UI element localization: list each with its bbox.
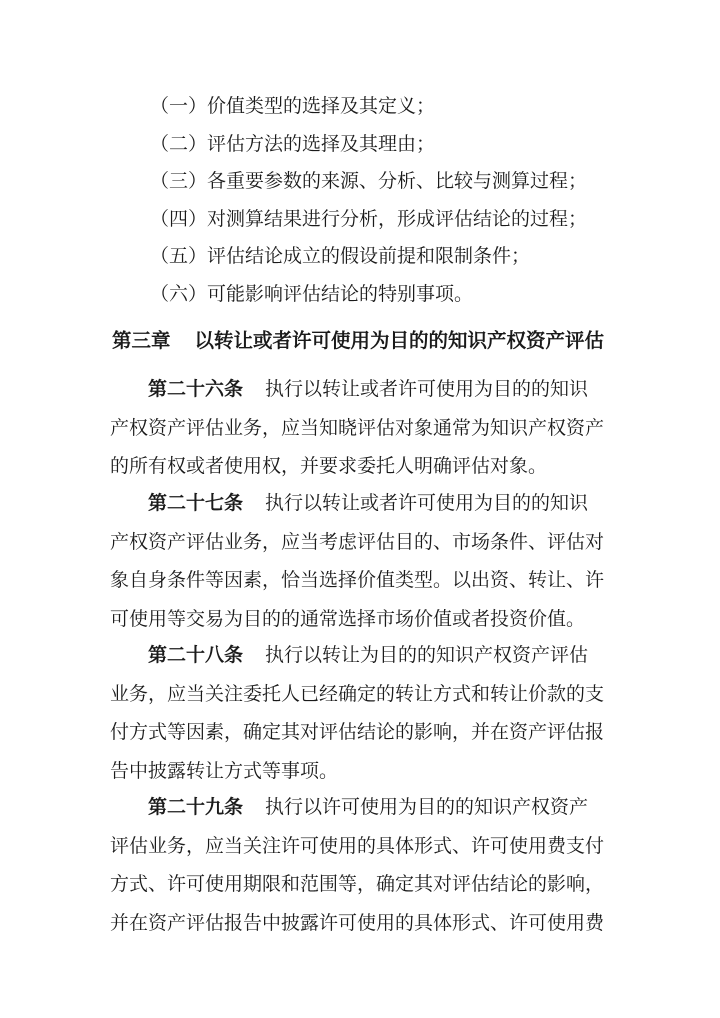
- article-line: 第二十八条 执行以转让为目的的知识产权资产评估: [148, 644, 589, 666]
- article-line: 可使用等交易为目的的通常选择市场价值或者投资价值。: [110, 607, 586, 630]
- list: [150, 88, 587, 313]
- article-line: 方式、许可使用期限和范围等，确定其对评估结论的影响，: [110, 873, 605, 895]
- article-27: [110, 484, 620, 638]
- article-line: 并在资产评估报告中披露许可使用的具体形式、许可使用费: [110, 911, 605, 934]
- chapter-number: 第三章: [112, 329, 171, 352]
- list-item: （四）对测算结果进行分析，形成评估结论的过程；: [150, 207, 588, 230]
- list-item: （六）可能影响评估结论的特别事项。: [150, 282, 474, 305]
- article-line: 告中披露转让方式等事项。: [110, 759, 339, 782]
- article-line: 象自身条件等因素，恰当选择价值类型。以出资、转让、许: [110, 569, 605, 591]
- list-item: （一）价值类型的选择及其定义；: [150, 95, 436, 117]
- article-number: 第二十九条: [148, 796, 244, 818]
- article-line: 业务，应当关注委托人已经确定的转让方式和转让价款的支: [110, 682, 605, 705]
- list-item: （二）评估方法的选择及其理由；: [150, 132, 436, 155]
- article-line: 产权资产评估业务，应当考虑评估目的、市场条件、评估对: [110, 530, 605, 553]
- article-line: 付方式等因素，确定其对评估结论的影响，并在资产评估报: [110, 721, 605, 743]
- article-number: 第二十六条: [148, 378, 244, 400]
- article-line: 第二十六条 执行以转让或者许可使用为目的的知识: [148, 378, 589, 400]
- article-28: [110, 636, 620, 790]
- article-line: 的所有权或者使用权，并要求委托人明确评估对象。: [110, 455, 548, 477]
- article-26: [110, 370, 620, 486]
- list-item: （五）评估结论成立的假设前提和限制条件；: [150, 245, 531, 267]
- article-line: 第二十七条 执行以转让或者许可使用为目的的知识: [148, 492, 589, 514]
- article-line: 第二十九条 执行以许可使用为目的的知识产权资产: [148, 796, 589, 818]
- chapter-heading: [112, 323, 604, 359]
- article-number: 第二十七条: [148, 492, 244, 514]
- article-29: [110, 788, 620, 942]
- article-line: 评估业务，应当关注许可使用的具体形式、许可使用费支付: [110, 834, 605, 857]
- chapter-title: 以转让或者许可使用为目的的知识产权资产评估: [194, 329, 605, 352]
- article-line: 产权资产评估业务，应当知晓评估对象通常为知识产权资产: [110, 416, 605, 439]
- list-item: （三）各重要参数的来源、分析、比较与测算过程；: [150, 170, 588, 192]
- article-number: 第二十八条: [148, 644, 244, 666]
